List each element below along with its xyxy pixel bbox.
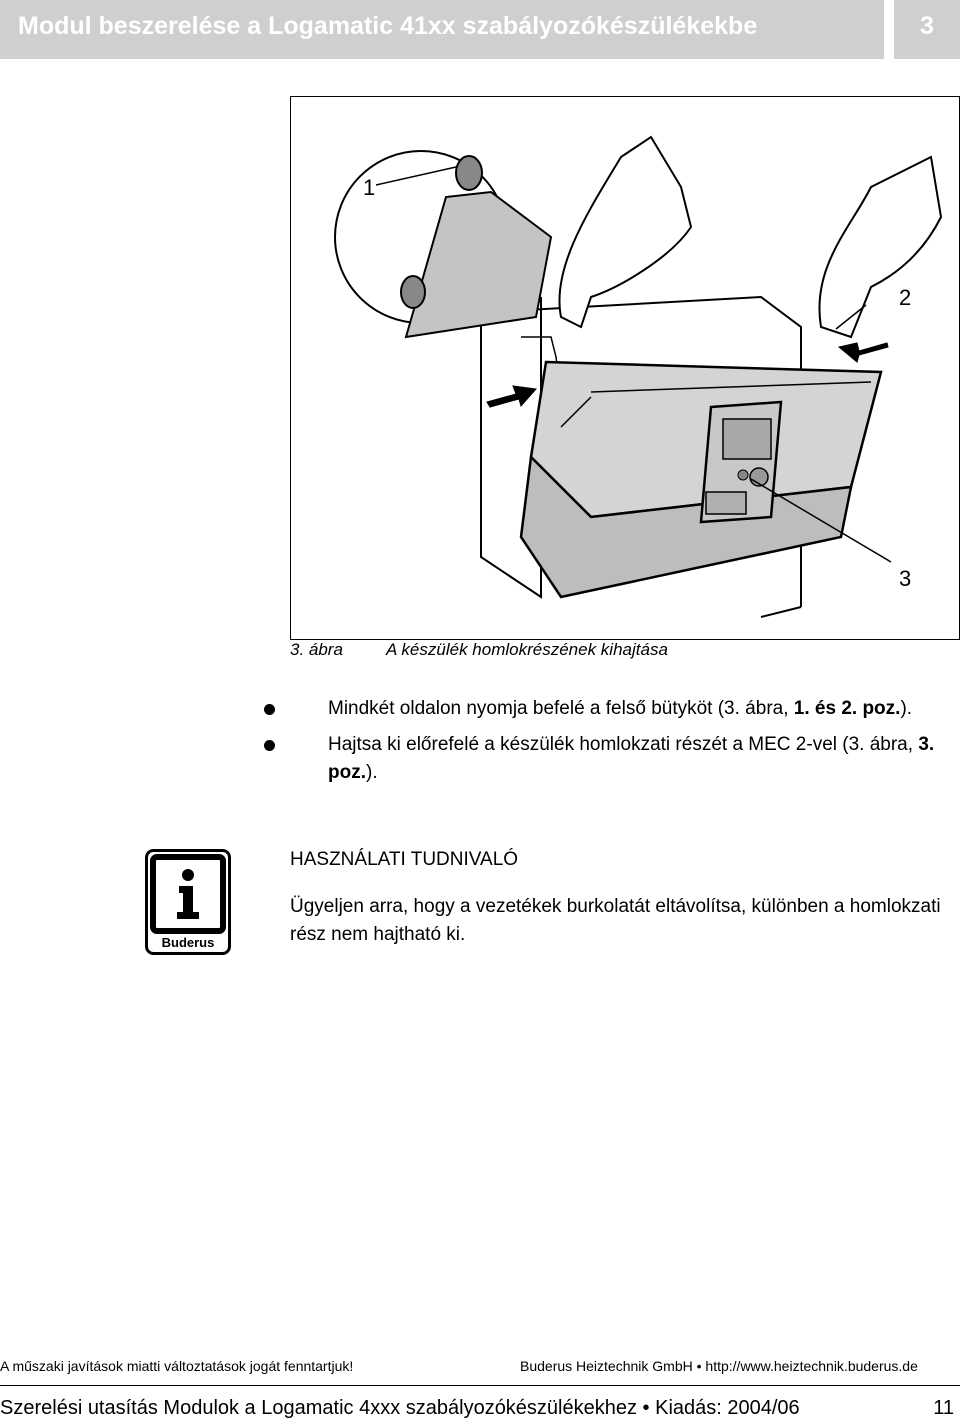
footer-divider bbox=[0, 1385, 960, 1386]
chapter-number: 3 bbox=[920, 12, 934, 40]
instruction-text-end: ). bbox=[366, 762, 378, 783]
header-title-bar bbox=[0, 0, 884, 59]
notice-text: Ügyeljen arra, hogy a vezetékek burkolatát eltávolítsa, különben a homlokzati rész nem hajtható ki. bbox=[290, 896, 941, 945]
instruction-text: Mindkét oldalon nyomja befelé a felső bütyköt (3. ábra, bbox=[328, 698, 794, 719]
bullet-icon bbox=[264, 740, 275, 751]
instruction-list bbox=[262, 695, 952, 795]
callout-3: 3 bbox=[899, 566, 912, 591]
caption-text: A készülék homlokrészének kihajtása bbox=[386, 640, 668, 659]
instruction-text-end: ). bbox=[900, 698, 913, 719]
notice-title: HASZNÁLATI TUDNIVALÓ bbox=[290, 849, 519, 870]
front-panel-drawing bbox=[521, 362, 881, 597]
callout-2: 2 bbox=[899, 285, 912, 310]
page-title: Modul beszerelése a Logamatic 41xx szabályozókészülékekbe bbox=[18, 12, 758, 40]
instruction-reference: 1. és 2. poz. bbox=[793, 698, 901, 719]
instruction-reference: 3. poz. bbox=[328, 734, 935, 783]
installation-figure bbox=[290, 96, 960, 640]
buderus-logo-text: Buderus bbox=[161, 935, 215, 950]
bullet-icon bbox=[264, 704, 275, 715]
instruction-item bbox=[262, 695, 952, 723]
info-icon bbox=[145, 849, 231, 960]
hands-drawing bbox=[559, 137, 941, 337]
instruction-item bbox=[262, 731, 952, 787]
callout-1: 1 bbox=[363, 175, 376, 200]
footer-company: Buderus Heiztechnik GmbH • http://www.heiztechnik.buderus.de bbox=[520, 1358, 918, 1374]
footer-legal-note: A műszaki javítások miatti változtatások jogát fenntartjuk! bbox=[0, 1358, 354, 1374]
page-number: 11 bbox=[933, 1397, 954, 1419]
footer-document-title: Szerelési utasítás Modulok a Logamatic 4xxx szabályozókészülékekhez • Kiadás: 2004/06 bbox=[0, 1397, 800, 1419]
figure-illustration bbox=[291, 97, 960, 641]
header-chapter-box bbox=[894, 0, 960, 59]
caption-number: 3. ábra bbox=[290, 640, 343, 659]
instruction-text: Hajtsa ki előrefelé a készülék homlokzati részét a MEC 2-vel (3. ábra, bbox=[328, 734, 919, 755]
